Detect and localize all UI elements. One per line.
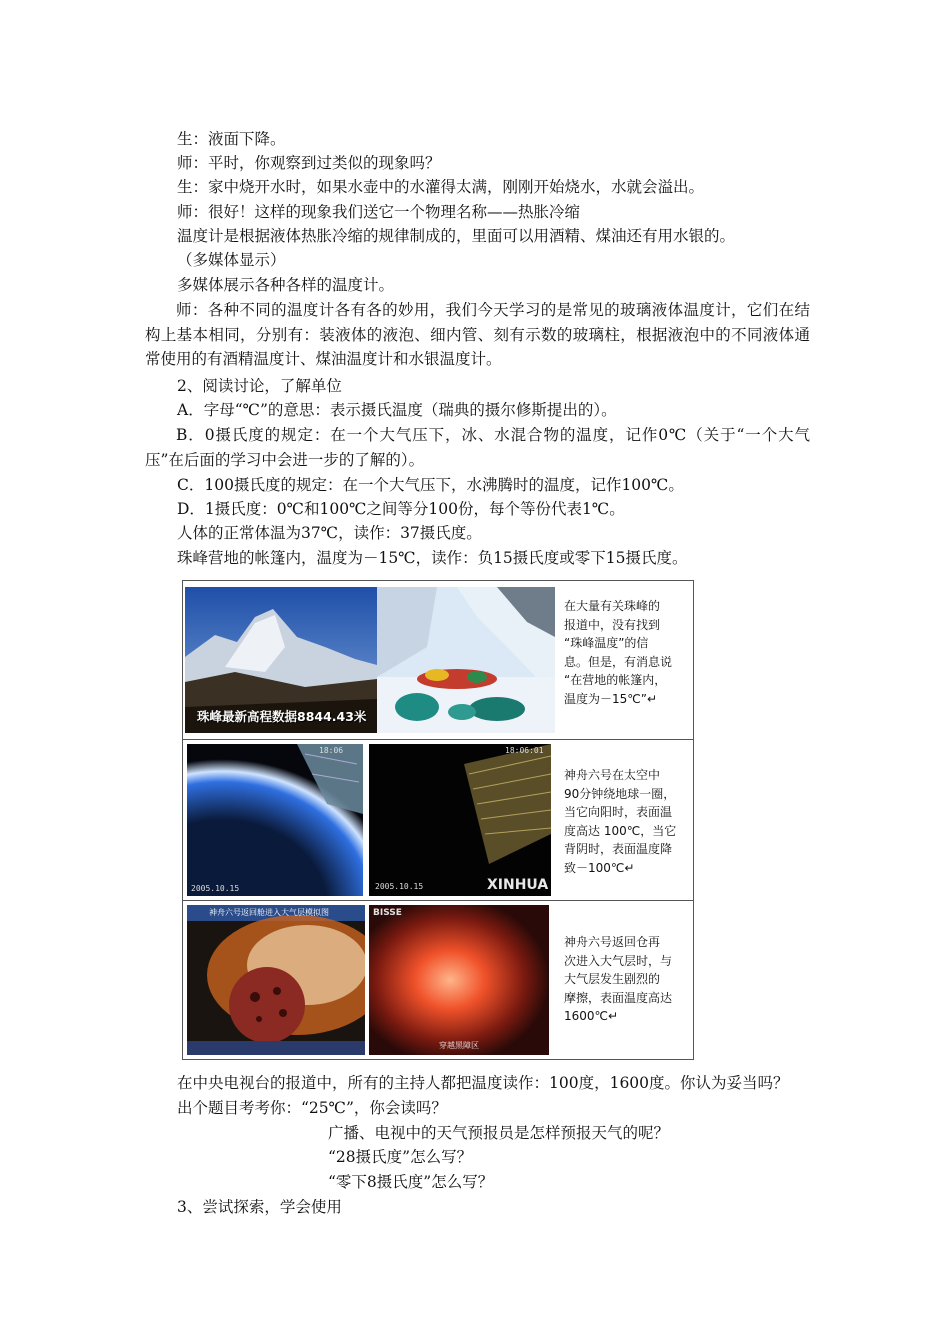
- item-b: B．0摄氏度的规定：在一个大气压下，冰、水混合物的温度，记作0℃（关于“一个大气压”在后面的学习中会进一步的了解的）。: [145, 426, 810, 469]
- line-3: 生：家中烧开水时，如果水壶中的水灌得太满，刚刚开始烧水，水就会溢出。: [177, 178, 705, 196]
- section-2-heading: 2、阅读讨论，了解单位: [177, 377, 342, 395]
- orbit-caption: 神舟六号在太空中 90分钟绕地球一圈， 当它向阳时，表面温 度高达 100℃，当它 背阴时，表面温度降 致－100℃↵: [564, 768, 677, 875]
- everest-caption: 在大量有关珠峰的 报道中，没有找到 “珠峰温度”的信 息。但是，有消息说 “在营地的帐篷内， 温度为－15℃”↵: [564, 599, 673, 706]
- line-4: 师：很好！这样的现象我们送它一个物理名称——热胀冷缩: [177, 203, 581, 221]
- quiz-question-1: 广播、电视中的天气预报员是怎样预报天气的呢？: [328, 1124, 670, 1142]
- item-a: A．字母“℃”的意思：表示摄氏温度（瑞典的摄尔修斯提出的）。: [177, 401, 617, 419]
- everest-temperature-line: 珠峰营地的帐篷内，温度为－15℃，读作：负15摄氏度或零下15摄氏度。: [177, 549, 688, 567]
- everest-banner: 珠峰最新高程数据8844.43米: [197, 709, 367, 724]
- reentry-subtitle: 穿越黑障区: [439, 1041, 479, 1050]
- cctv-question: 在中央电视台的报道中，所有的主持人都把温度读作：100度，1600度。你认为妥当吗？: [177, 1074, 789, 1092]
- section-3-heading: 3、尝试探索，学会使用: [177, 1198, 342, 1216]
- reentry-banner: 神舟六号返回舱进入大气层模拟图: [209, 908, 329, 917]
- xinhua-watermark: XINHUA: [487, 877, 549, 893]
- item-c: C．100摄氏度的规定：在一个大气压下，水沸腾时的温度，记作100℃。: [177, 476, 684, 494]
- temperature-figure: [182, 580, 694, 1060]
- reentry-photo-left: [187, 905, 365, 1055]
- orbit-time-left: 18:06: [319, 746, 344, 755]
- line-1: 生：液面下降。: [177, 130, 286, 148]
- line-2: 师：平时，你观察到过类似的现象吗？: [177, 154, 441, 172]
- paragraph-thermometer-types: 师：各种不同的温度计各有各的妙用，我们今天学习的是常见的玻璃液体温度计，它们在结构上基本相同，分别有：装液体的液泡、细内管、刻有示数的玻璃柱，根据液泡中的不同液体通常使用的有酒精温度计、煤油温度计和水银温度计。: [145, 301, 810, 368]
- orbit-date-left: 2005.10.15: [191, 884, 240, 893]
- item-d: D．1摄氏度：0℃和100℃之间等分100份，每个等份代表1℃。: [177, 500, 625, 518]
- reentry-caption: 神舟六号返回仓再 次进入大气层时，与 大气层发生剧烈的 摩擦，表面温度高达 1600℃↵: [564, 935, 673, 1023]
- body-temperature-line: 人体的正常体温为37℃，读作：37摄氏度。: [177, 524, 482, 542]
- figure-row-reentry: [183, 901, 693, 1059]
- camp-photo: [377, 587, 555, 733]
- figure-row-everest: [183, 581, 693, 740]
- everest-photo: [185, 587, 377, 733]
- line-7: 多媒体展示各种各样的温度计。: [177, 276, 395, 294]
- quiz-question-2: “28摄氏度”怎么写？: [328, 1148, 473, 1166]
- orbit-date-right: 2005.10.15: [375, 882, 424, 891]
- orbit-time-right: 18:06:01: [505, 746, 544, 755]
- figure-row-orbit: [183, 740, 693, 901]
- quiz-question-3: “零下8摄氏度”怎么写？: [328, 1173, 494, 1191]
- reentry-photo-right: [369, 905, 549, 1055]
- reentry-label: BISSE: [373, 908, 402, 918]
- line-5: 温度计是根据液体热胀冷缩的规律制成的，里面可以用酒精、煤油还有用水银的。: [177, 227, 736, 245]
- orbit-photo-right: [369, 744, 551, 896]
- quiz-intro: 出个题目考考你：“25℃”，你会读吗？: [177, 1099, 447, 1117]
- orbit-photo-left: [187, 744, 363, 896]
- line-6: （多媒体显示）: [177, 251, 286, 269]
